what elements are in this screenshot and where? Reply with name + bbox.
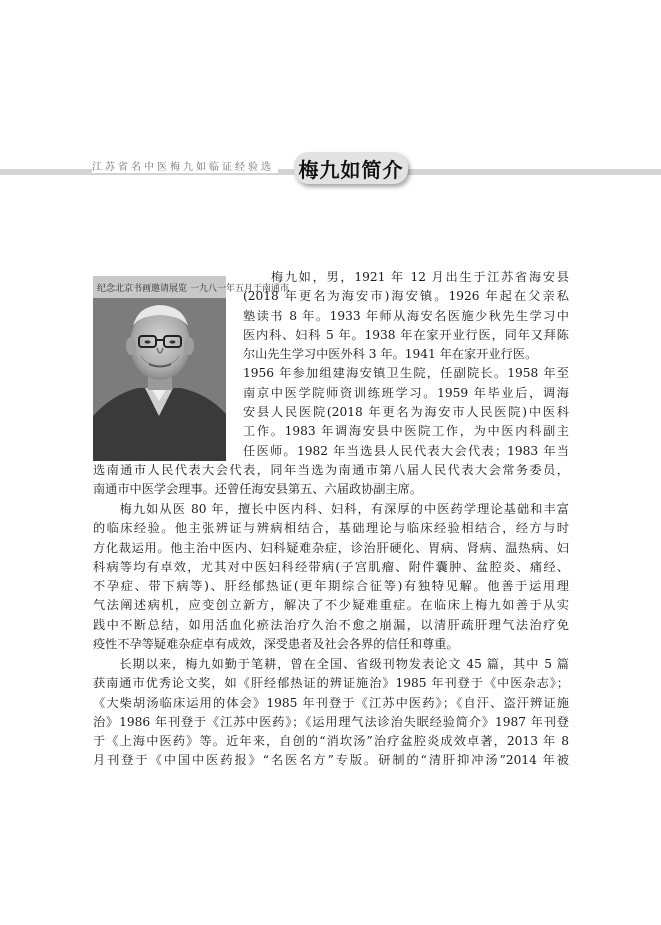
text-line: 尔山先生学习中医外科 3 年。1941 年在家开业行医。 [243,347,538,362]
text-line: 践中不断总结，如用活血化瘀法治疗久治不愈之崩漏，以清肝疏肝理气法治疗免 [93,617,569,632]
text-line: 任医师。1982 年当选县人民代表大会代表；1983 年当 [243,443,569,458]
title-badge [294,152,408,184]
text-line: 南通市中医学会理事。还曾任海安县第五、六届政协副主席。 [93,482,423,497]
text-line: 《大柴胡汤临床运用的体会》1985 年刊登于《江苏中医药》；《自汗、盗汗辨证施 [93,695,569,710]
clinical-paragraph [93,500,569,654]
text-line: 梅九如，男，1921 年 12 月出生于江苏省海安县 [243,270,569,284]
series-title: 江苏省名中医梅九如临证经验选 [92,158,278,173]
page-title: 梅九如简介 [298,157,404,182]
text-line: 1956 年参加组建海安镇卫生院，任副院长。1958 年至 [243,366,569,381]
text-line: 安县人民医院(2018 年更名为海安市人民医院)中医科 [243,405,569,420]
intro-paragraph-1 [243,268,569,461]
portrait-banner-text: 纪念北京书画邀请展览 一九八一年五月于南通市 [97,284,289,294]
text-line: 气法阐述病机，应变创立新方，解决了不少疑难重症。在临床上梅九如善于从实 [93,598,569,613]
text-line: 科病等均有卓效，尤其对中医妇科经带病(子宫肌瘤、附件囊肿、盆腔炎、痛经、 [93,559,569,574]
portrait-illustration [93,276,289,461]
intro-paragraph-1-continued [93,461,569,500]
text-line: 选南通市人民代表大会代表，同年当选为南通市第八届人民代表大会常务委员， [93,463,569,477]
text-line: 于《上海中医药》等。近年来，自创的“消坎汤”治疗盆腔炎成效卓著，2013 年 8 [93,734,569,749]
text-line: 不孕症、带下病等)、肝经郁热证(更年期综合征等)有独特见解。他善于运用理 [93,579,569,594]
text-line: 长期以来，梅九如勤于笔耕，曾在全国、省级刊物发表论文 45 篇，其中 5 篇 [93,657,569,671]
publications-paragraph [93,655,569,771]
text-line: 工作。1983 年调海安县中医院工作，为中医内科副主 [243,424,569,439]
text-line: (2018 年更名为海安市)海安镇。1926 年起在父亲私 [243,289,569,304]
text-line: 南京中医学院师资训练班学习。1959 年毕业后，调海 [243,385,569,400]
text-line: 梅九如从医 80 年，擅长中医内科、妇科，有深厚的中医药学理论基础和丰富 [93,502,569,516]
text-line: 方化裁运用。他主治中医内、妇科疑难杂症，诊治肝硬化、胃病、肾病、温热病、妇 [93,540,569,555]
text-line: 塾读书 8 年。1933 年师从海安名医施少秋先生学习中 [243,308,569,323]
text-line: 疫性不孕等疑难杂症卓有成效，深受患者及社会各界的信任和尊重。 [93,637,459,652]
text-line: 医内科、妇科 5 年。1938 年在家开业行医，同年又拜陈 [243,327,569,342]
text-line: 的临床经验。他主张辨证与辨病相结合，基础理论与临床经验相结合，经方与时 [93,521,569,536]
portrait-photo [93,276,289,461]
text-line: 月刊登于《中国中医药报》“名医名方”专版。研制的“清肝抑冲汤”2014 年被 [93,753,569,768]
text-line: 获南通市优秀论文奖，如《肝经郁热证的辨证施治》1985 年刊登于《中医杂志》； [93,676,569,691]
text-line: 治》1986 年刊登于《江苏中医药》；《运用理气法诊治失眠经验简介》1987 年刊登 [93,714,569,729]
